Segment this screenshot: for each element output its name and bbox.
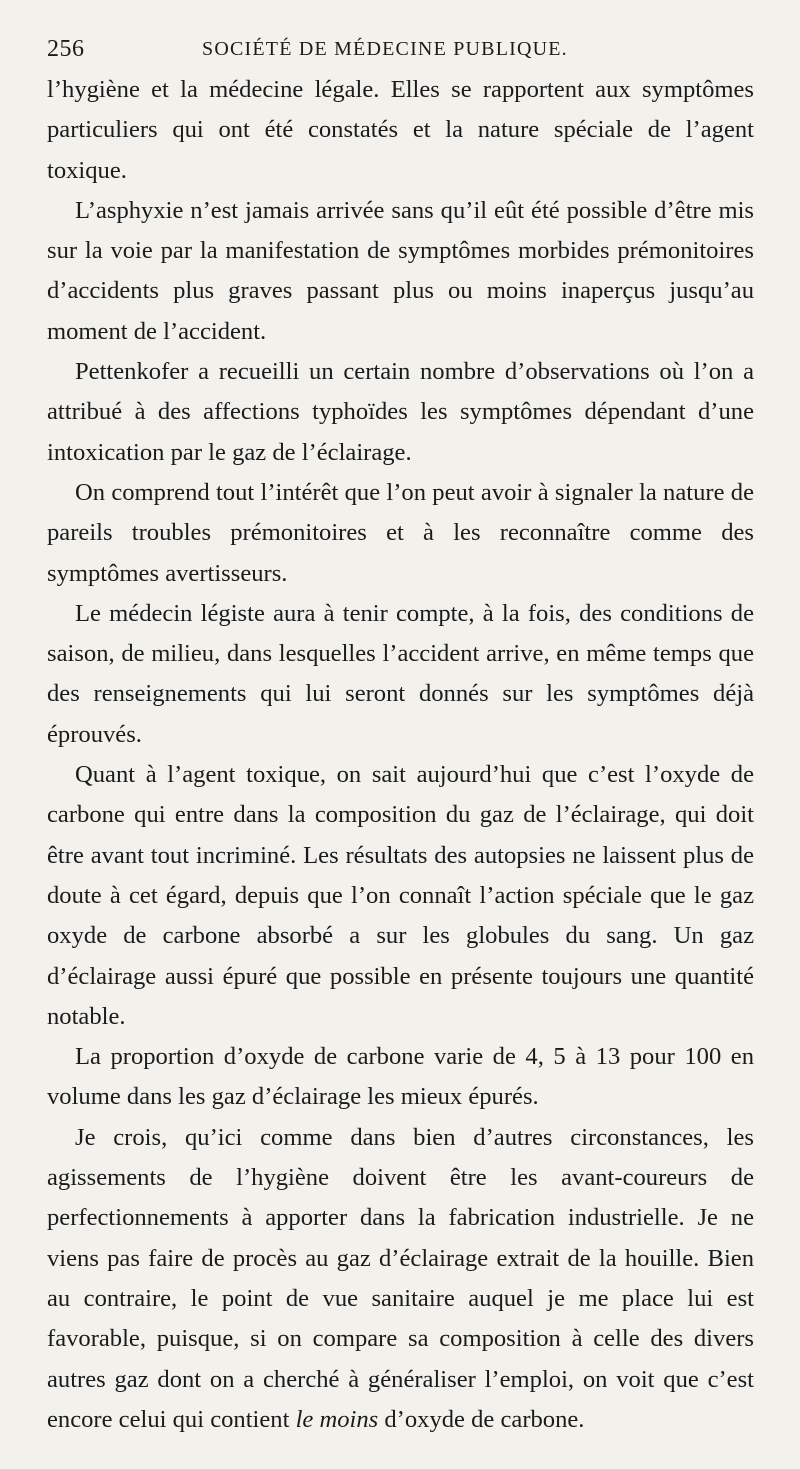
body-text [47,70,754,1440]
paragraph-pettenkofer: Pettenkofer a recueilli un certain nombre d’observations où l’on a attribué à des affections typhoïdes les symptômes dépendant d’une intoxication par le gaz de l’éclairage. [47,358,754,466]
paragraph-interet: On comprend tout l’intérêt que l’on peut avoir à signaler la nature de pareils troubles prémonitoires et à les reconnaître comme des symptômes avertisseurs. [47,478,754,587]
emphasis-le-moins: le moins [295,1405,379,1433]
paragraph-je-crois [47,1118,754,1440]
page-number: 256 [47,36,85,62]
paragraph-asphyxie: L’asphyxie n’est jamais arrivée sans qu’il eût été possible d’être mis sur la voie par la manifestation de symptômes morbides prémonitoires d’accidents plus graves passant plus ou moins inaperçus jusqu’au moment de l’accident. [47,196,754,345]
paragraph-continuation: l’hygiène et la médecine légale. Elles se rapportent aux symptômes particuliers qui ont été constatés et la nature spéciale de l’agent toxique. [47,76,754,184]
paragraph-medecin-legiste: Le médecin légiste aura à tenir compte, à la fois, des conditions de saison, de milieu, dans lesquelles l’accident arrive, en même temps que des renseignements qui lui seront donnés sur les symptômes déjà éprouvés. [47,599,754,748]
paragraph-proportion: La proportion d’oxyde de carbone varie de 4, 5 à 13 pour 100 en volume dans les gaz d’éclairage les mieux épurés. [47,1043,754,1111]
paragraph-je-crois-end: d’oxyde de carbone. [378,1405,585,1433]
paragraph-je-crois-text: Je crois, qu’ici comme dans bien d’autres circonstances, les agissements de l’hygiène doivent être les avant-coureurs de perfectionnements à apporter dans la fabrication industrielle. Je ne viens pas faire de procès au gaz d’éclairage extrait de la houille. Bien au contraire, le point de vue sanitaire auquel je me place lui est favorable, puisque, si on compare sa composition à celle des divers autres gaz dont on a cherché à généraliser l’emploi, on voit que c’est encore celui qui contient [47,1123,754,1433]
paragraph-agent-toxique: Quant à l’agent toxique, on sait aujourd’hui que c’est l’oxyde de carbone qui entre dans la composition du gaz de l’éclairage, qui doit être avant tout incriminé. Les résultats des autopsies ne laissent plus de doute à cet égard, depuis que l’on connaît l’action spéciale que le gaz oxyde de carbone absorbé a sur les globules du sang. Un gaz d’éclairage aussi épuré que possible en présente toujours une quantité notable. [47,761,754,1030]
running-head [47,30,754,70]
running-title: SOCIÉTÉ DE MÉDECINE PUBLIQUE. [202,38,568,60]
